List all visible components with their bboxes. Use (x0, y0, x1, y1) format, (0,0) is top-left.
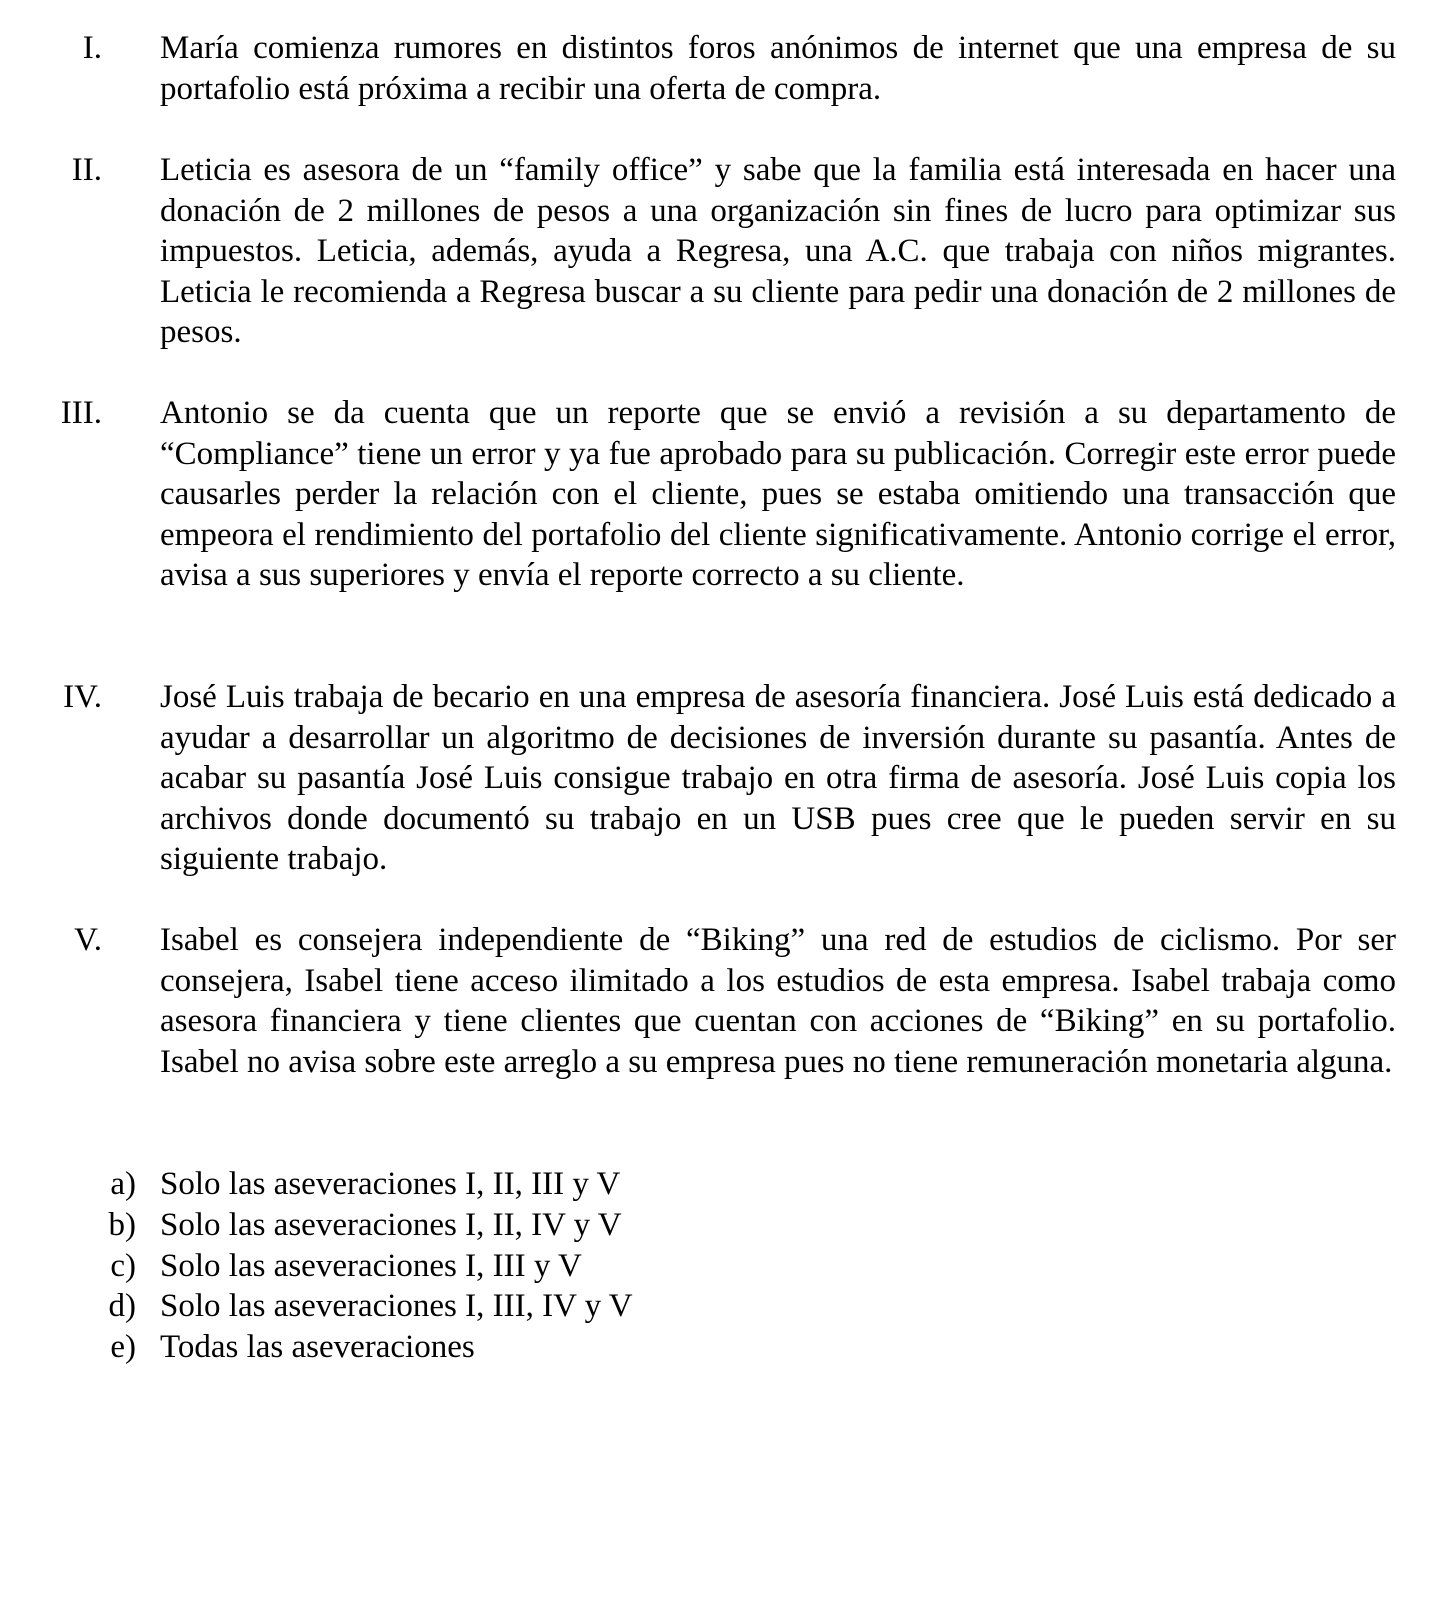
answer-option-c (0, 1246, 1434, 1287)
statement-text: José Luis trabaja de becario en una empresa de asesoría financiera. José Luis está dedicado a ayudar a desarrollar un algoritmo de decisiones de inversión durante su pasantía. Antes de acabar su pasantía José Luis consigue trabajo en otra firma de asesoría. José Luis copia los archivos donde documentó su trabajo en un USB pues cree que le pueden servir en su siguiente trabajo. (160, 679, 1396, 878)
statement-numeral: II. (71, 152, 102, 188)
answer-option-d (0, 1286, 1434, 1327)
option-label: c) (110, 1248, 136, 1284)
statement-text: Leticia es asesora de un “family office” y sabe que la familia está interesada en hacer una donación de 2 millones de pesos a una organización sin fines de lucro para optimizar sus impuestos. Leticia, además, ayuda a Regresa, una A.C. que trabaja con niños migrantes. Leticia le recomienda a Regresa buscar a su cliente para pedir una donación de 2 millones de pesos. (160, 152, 1396, 351)
option-label: d) (108, 1288, 136, 1324)
answer-option-a (0, 1164, 1434, 1205)
option-label: a) (110, 1166, 136, 1202)
option-text: Solo las aseveraciones I, III, IV y V (160, 1288, 633, 1324)
option-text: Todas las aseveraciones (160, 1329, 475, 1365)
statement-text: María comienza rumores en distintos foros anónimos de internet que una empresa de su portafolio está próxima a recibir una oferta de compra. (160, 30, 1396, 107)
option-text: Solo las aseveraciones I, III y V (160, 1248, 582, 1284)
statement-numeral: V. (74, 922, 102, 958)
statement-numeral: IV. (63, 679, 102, 715)
option-label: b) (108, 1207, 136, 1243)
option-text: Solo las aseveraciones I, II, III y V (160, 1166, 621, 1202)
statement-text: Isabel es consejera independiente de “Biking” una red de estudios de ciclismo. Por ser consejera, Isabel tiene acceso ilimitado a los estudios de esta empresa. Isabel trabaja como asesora financiera y tiene clientes que cuentan con acciones de “Biking” en su portafolio. Isabel no avisa sobre este arreglo a su empresa pues no tiene remuneración monetaria alguna. (160, 922, 1396, 1080)
statement-numeral: III. (60, 395, 102, 431)
option-text: Solo las aseveraciones I, II, IV y V (160, 1207, 622, 1243)
option-label: e) (110, 1329, 136, 1365)
answer-option-b (0, 1205, 1434, 1246)
answer-option-e (0, 1327, 1434, 1368)
statement-numeral: I. (82, 30, 102, 66)
statement-text: Antonio se da cuenta que un reporte que se envió a revisión a su departamento de “Compliance” tiene un error y ya fue aprobado para su publicación. Corregir este error puede causarles perder la relación con el cliente, pues se estaba omitiendo una transacción que empeora el rendimiento del portafolio del cliente significativamente. Antonio corrige el error, avisa a sus superiores y envía el reporte correcto a su cliente. (160, 395, 1396, 594)
